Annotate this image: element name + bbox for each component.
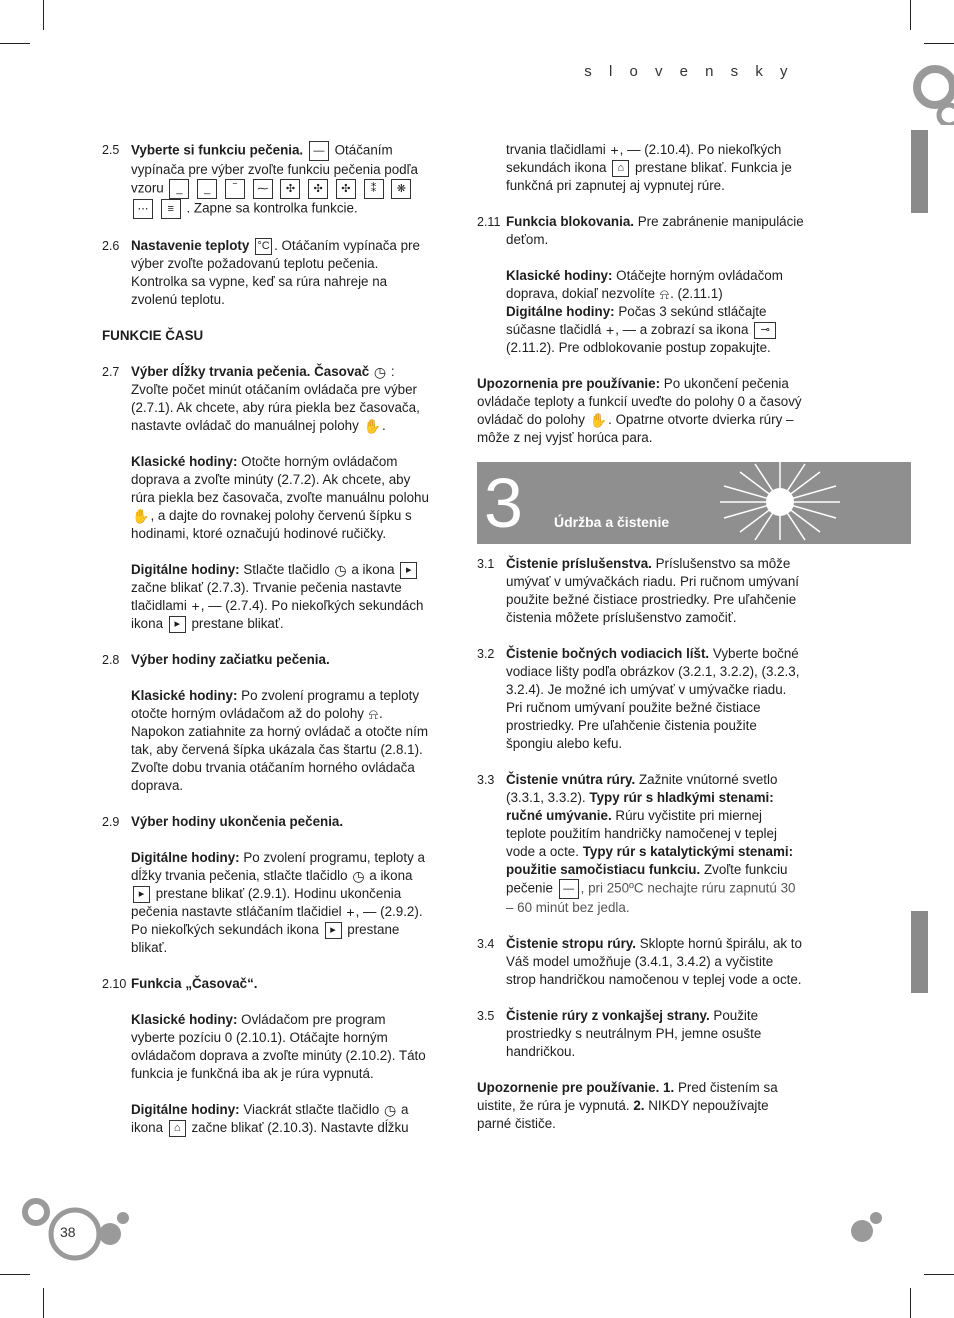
body-text: Pred čistením sa uistite, že rúra je vypnutá. bbox=[477, 1080, 778, 1113]
manual-hand-icon: ✋ bbox=[132, 508, 150, 525]
body-text: Pre zabránenie manipulácie deťom. bbox=[506, 214, 804, 247]
section-2-10-classic bbox=[102, 1011, 432, 1083]
body-text: Vyberte bočné vodiace lišty podľa obrázkov (3.2.1, 3.2.2), (3.2.3, 3.2.4). Je možné ich umývať v umývačke riadu. Pri ručnom umývaní použite bežné čistiace prostriedky. Pre uľahčenie čistenia použite špongiu alebo kefu. bbox=[506, 646, 800, 751]
top-heat-icon: ‾ bbox=[225, 179, 245, 199]
body-text: Po zvolení programu, teploty a dĺžky trvania pečenia, stlačte tlačidlo bbox=[131, 850, 425, 883]
warning-label: Upozornenia pre používanie: bbox=[477, 376, 661, 391]
body-text: . bbox=[381, 418, 386, 433]
manual-hand-icon: ✋ bbox=[589, 412, 608, 429]
bottom-right-circle-decoration bbox=[846, 1208, 886, 1248]
body-bold: 1. bbox=[663, 1080, 675, 1095]
section-title: Výber hodiny ukončenia pečenia. bbox=[131, 814, 344, 829]
body-text: Ovládačom pre program vyberte pozíciu 0 (2.10.1). Otáčajte horným ovládačom doprava a zvoľte minúty (2.10.2). Táto funkcia je funkčná iba ak je rúra vypnutá. bbox=[131, 1012, 426, 1081]
usage-warning-2 bbox=[477, 1079, 805, 1133]
page-number: 38 bbox=[60, 1224, 76, 1240]
clock-icon: ◷ bbox=[373, 364, 387, 381]
section-banner-title: Údržba a čistenie bbox=[554, 514, 670, 530]
section-title: Čistenie vnútra rúry. bbox=[506, 772, 636, 787]
label-digital-clock: Digitálne hodiny: bbox=[506, 304, 615, 319]
section-title: Nastavenie teploty bbox=[131, 238, 250, 253]
section-2-7 bbox=[102, 363, 432, 435]
section-3-1 bbox=[477, 555, 805, 627]
section-3-2 bbox=[477, 645, 805, 753]
body-text: (2.11.2). Pre odblokovanie postup zopakujte. bbox=[506, 340, 771, 355]
body-text: Otáčejte horným ovládačom doprava, dokiaľ nezvolíte bbox=[506, 268, 783, 301]
plus-icon: + bbox=[606, 322, 615, 339]
section-title: Výber dĺžky trvania pečenia. Časovač bbox=[131, 364, 370, 379]
body-text: Otáčaním vypínača pre výber zvoľte funkciu pečenia podľa vzoru bbox=[131, 142, 418, 196]
body-text: Otočte horným ovládačom doprava a zvoľte minúty (2.7.2). Ak chcete, aby rúra piekla bez časovača, zvoľte manuálnu polohu bbox=[131, 454, 429, 505]
section-2-9-digital bbox=[102, 849, 432, 957]
label-digital-clock: Digitálne hodiny: bbox=[131, 850, 240, 865]
section-2-8 bbox=[102, 651, 432, 669]
body-text: a ikona bbox=[131, 1102, 409, 1135]
body-text: Rúru vyčistite pri miernej teplote použitím handričky namočenej v teplej vode a octe. bbox=[506, 808, 777, 859]
clock-icon: ◷ bbox=[384, 1102, 397, 1119]
section-2-6 bbox=[102, 237, 432, 309]
section-3-4 bbox=[477, 935, 805, 989]
crop-mark bbox=[0, 1274, 30, 1275]
eco-icon: ⋯ bbox=[133, 199, 153, 219]
body-bold: 2. bbox=[633, 1098, 645, 1113]
pizza-icon: ≡ bbox=[161, 199, 181, 219]
page-number-circle-decoration bbox=[22, 1192, 134, 1268]
oven-function-icon: — bbox=[309, 141, 329, 161]
body-text: trvania tlačidlami bbox=[506, 142, 606, 157]
section-banner-number: 3 bbox=[484, 464, 523, 542]
body-text: Sklopte hornú špirálu, ak to Váš model umožňuje (3.4.1, 3.4.2) a vyčistite strop handričkou namočenou v teplej vode a octe. bbox=[506, 936, 802, 987]
section-number: 2.7 bbox=[102, 365, 120, 379]
body-text: . Opatrne otvorte dvierka rúry – môže z nej vyjsť horúca para. bbox=[477, 412, 794, 445]
body-text: . Zapne sa kontrolka funkcie. bbox=[186, 200, 358, 216]
body-text: a ikona bbox=[369, 868, 413, 883]
crop-mark bbox=[910, 1288, 911, 1318]
plus-icon: + bbox=[191, 598, 200, 615]
body-text: Príslušenstvo sa môže umývať v umývačkách riadu. Pri ručnom umývaní použite bežné čistiace prostriedky. Pre uľahčenie čistenia môžete príslušenstvo zamočiť. bbox=[506, 556, 800, 625]
body-text: začne blikať (2.10.3). Nastavte dĺžku bbox=[191, 1120, 409, 1135]
body-text: . (2.11.1) bbox=[670, 286, 723, 301]
key-lock-icon: ⊸ bbox=[754, 322, 776, 339]
body-text: , — (2.10.4). Po niekoľkých sekundách ikona bbox=[506, 142, 782, 175]
section-2-7-digital bbox=[102, 561, 432, 633]
crop-mark bbox=[43, 0, 44, 30]
body-text: Stlačte tlačidlo bbox=[243, 562, 330, 577]
right-column-section-3 bbox=[477, 555, 805, 1133]
cooking-duration-icon: ▸ bbox=[400, 562, 417, 579]
body-text: prestane blikať. bbox=[191, 616, 284, 631]
body-text: , — (2.9.2). Po niekoľkých sekundách ikona bbox=[131, 904, 423, 937]
crop-mark bbox=[924, 1274, 954, 1275]
section-title: Čistenie stropu rúry. bbox=[506, 936, 636, 951]
label-classic-clock: Klasické hodiny: bbox=[131, 454, 238, 469]
section-number: 2.9 bbox=[102, 815, 120, 829]
section-number: 3.2 bbox=[477, 647, 495, 661]
body-text: začne blikať (2.7.3). Trvanie pečenia nastavte tlačidlami bbox=[131, 580, 402, 613]
body-text: , a dajte do rovnakej polohy červenú šípku s hodinami, ktoré označujú hodinové ručičky. bbox=[131, 508, 412, 541]
bottom-heat-icon: _ bbox=[197, 179, 217, 199]
body-text: . Otáčaním vypínača pre výber zvoľte požadovanú teplotu pečenia. Kontrolka sa vypne, keď sa rúra nahreje na zvolenú teplotu. bbox=[131, 238, 420, 307]
body-text: , pri 250ºC nechajte rúru zapnutú 30 – 60 minút bez jedla. bbox=[506, 880, 796, 915]
body-text: , — a zobrazí sa ikona bbox=[615, 322, 749, 337]
section-title: Čistenie bočných vodiacich líšt. bbox=[506, 646, 710, 661]
grill-icon: ⁓ bbox=[253, 179, 273, 199]
end-time-icon: ▸ bbox=[133, 886, 150, 903]
section-number: 3.5 bbox=[477, 1009, 495, 1023]
bell-icon: ⍾ bbox=[659, 286, 670, 303]
end-time-icon: ▸ bbox=[325, 922, 342, 939]
section-title: Funkcia blokovania. bbox=[506, 214, 634, 229]
section-number: 2.5 bbox=[102, 143, 120, 157]
bell-icon: ⍾ bbox=[368, 706, 378, 723]
section-number: 2.11 bbox=[477, 215, 501, 229]
section-title: Funkcia „Časovač“. bbox=[131, 976, 258, 991]
section-2-11 bbox=[477, 213, 805, 249]
body-text: Po zvolení programu a teploty otočte horným ovládačom až do polohy bbox=[131, 688, 420, 721]
temperature-icon-label: °C bbox=[257, 239, 270, 252]
body-bold: Typy rúr s katalytickými stenami: použitie samočistiacu funkciu. bbox=[506, 844, 794, 877]
sparkle-icon bbox=[710, 458, 850, 544]
crop-mark bbox=[924, 43, 954, 44]
label-classic-clock: Klasické hodiny: bbox=[131, 688, 238, 703]
side-tab-bottom bbox=[911, 911, 928, 993]
plus-icon: + bbox=[610, 142, 619, 159]
body-text: Zažnite vnútorné svetlo (3.3.1, 3.3.2). bbox=[506, 772, 778, 805]
section-2-10-digital bbox=[102, 1101, 432, 1137]
label-classic-clock: Klasické hodiny: bbox=[506, 268, 613, 283]
crop-mark bbox=[910, 0, 911, 30]
section-title: Výber hodiny začiatku pečenia. bbox=[131, 652, 330, 667]
label-digital-clock: Digitálne hodiny: bbox=[131, 562, 240, 577]
body-text: : Zvoľte počet minút otáčaním ovládača pre výber (2.7.1). Ak chcete, aby rúra piekla bez časovača, nastavte ovládač do manuálnej polohy bbox=[131, 364, 420, 433]
clock-icon: ◷ bbox=[352, 868, 365, 885]
section-number: 3.1 bbox=[477, 557, 495, 571]
body-text: a ikona bbox=[351, 562, 395, 577]
timer-bell-icon: ⌂ bbox=[612, 160, 629, 177]
body-text: Použite prostriedky s neutrálnym PH, jemne osušte handričkou. bbox=[506, 1008, 762, 1059]
label-classic-clock: Klasické hodiny: bbox=[131, 1012, 238, 1027]
section-number: 2.6 bbox=[102, 239, 120, 253]
bottom-heat-icon: _ bbox=[169, 179, 189, 199]
fan-grill-icon: ✣ bbox=[308, 179, 328, 199]
section-number: 3.3 bbox=[477, 773, 495, 787]
body-text: prestane blikať. bbox=[131, 922, 400, 955]
crop-mark bbox=[0, 43, 30, 44]
body-text: Počas 3 sekúnd stláčajte súčasne tlačidlá bbox=[506, 304, 767, 337]
crop-mark bbox=[43, 1288, 44, 1318]
language-label: s l o v e n s k y bbox=[584, 63, 794, 80]
oven-function-icon: — bbox=[559, 879, 579, 899]
body-text: prestane blikať (2.9.1). Hodinu ukončenia pečenia nastavte stláčaním tlačidiel bbox=[131, 886, 402, 919]
left-column bbox=[102, 141, 432, 1137]
right-column bbox=[477, 141, 805, 447]
heading-time-functions: FUNKCIE ČASU bbox=[102, 328, 204, 343]
body-text: . Napokon zatiahnite za horný ovládač a otočte ním tak, aby červená šípka ukázala čas štartu (2.8.1). Zvoľte dobu trvania otáčaním horného ovládača doprava. bbox=[131, 706, 429, 793]
body-text: Viackrát stlačte tlačidlo bbox=[243, 1102, 380, 1117]
timer-bell-icon: ⌂ bbox=[169, 1120, 186, 1137]
section-2-7-classic bbox=[102, 453, 432, 543]
usage-warning-1 bbox=[477, 375, 805, 447]
section-3-5 bbox=[477, 1007, 805, 1061]
section-3-3 bbox=[477, 771, 805, 917]
ring-fan-icon: ❋ bbox=[391, 179, 411, 199]
body-text: Zvoľte funkciu pečenie bbox=[506, 862, 788, 896]
body-text: , — (2.7.4). Po niekoľkých sekundách ikona bbox=[131, 598, 424, 631]
section-number: 2.10 bbox=[102, 977, 127, 991]
section-2-8-classic bbox=[102, 687, 432, 795]
section-2-10-continued bbox=[477, 141, 805, 195]
section-number: 2.8 bbox=[102, 653, 120, 667]
body-text: NIKDY nepoužívajte parné čističe. bbox=[477, 1098, 769, 1131]
defrost-icon: ⁑ bbox=[364, 179, 384, 199]
plus-icon: + bbox=[346, 904, 355, 921]
warning-label: Upozornenie pre používanie. bbox=[477, 1080, 660, 1095]
cooking-duration-icon: ▸ bbox=[169, 616, 186, 633]
section-title: Čistenie rúry z vonkajšej strany. bbox=[506, 1008, 710, 1023]
section-2-11-classic bbox=[477, 267, 805, 357]
section-2-9 bbox=[102, 813, 432, 831]
clock-icon: ◷ bbox=[334, 562, 347, 579]
label-digital-clock: Digitálne hodiny: bbox=[131, 1102, 240, 1117]
body-text: prestane blikať. Funkcia je funkčná pri zapnutej aj vypnutej rúre. bbox=[506, 160, 792, 193]
section-title: Čistenie príslušenstva. bbox=[506, 556, 652, 571]
fan-icon: ✣ bbox=[280, 179, 300, 199]
section-title: Vyberte si funkciu pečenia. bbox=[131, 142, 304, 158]
body-text: Po ukončení pečenia ovládače teploty a funkcií uveďte do polohy 0 a časový ovládač do polohy bbox=[477, 376, 802, 427]
body-bold: Typy rúr s hladkými stenami: ručné umývanie. bbox=[506, 790, 774, 823]
fan-bottom-icon: ✣ bbox=[336, 179, 356, 199]
corner-circle-decoration bbox=[905, 65, 954, 125]
section-2-10 bbox=[102, 975, 432, 993]
side-tab-top bbox=[911, 130, 928, 213]
section-2-5 bbox=[102, 141, 432, 219]
section-number: 3.4 bbox=[477, 937, 495, 951]
temperature-icon bbox=[255, 238, 272, 255]
manual-hand-icon: ✋ bbox=[363, 418, 381, 435]
